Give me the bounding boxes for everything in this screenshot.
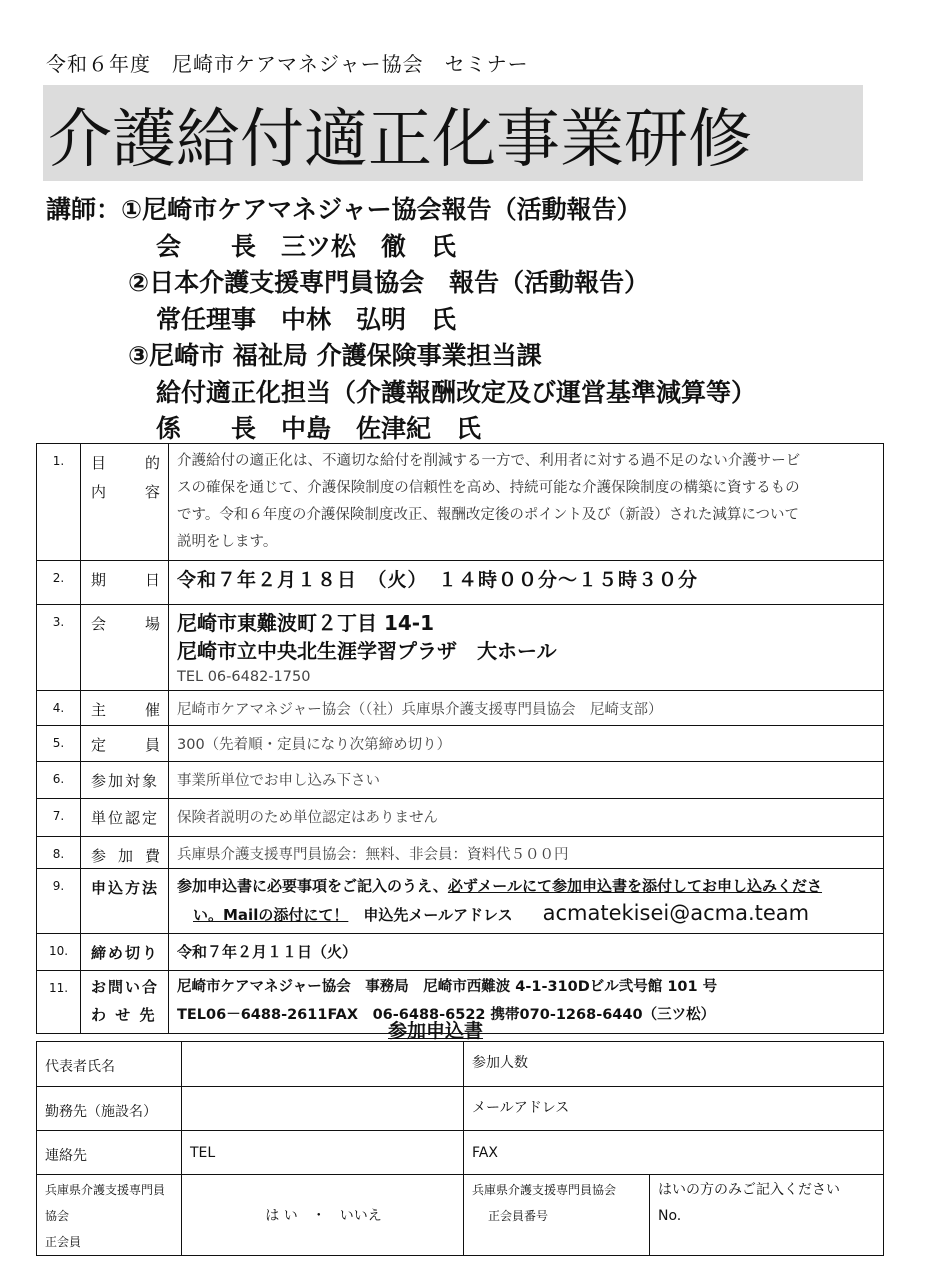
- lecturer-line: ②日本介護支援専門員協会 報告（活動報告）: [128, 268, 650, 297]
- seminar-subtitle: 令和６年度 尼崎市ケアマネジャー協会 セミナー: [46, 52, 529, 76]
- label-line: わ せ 先: [91, 1006, 157, 1024]
- tel-field[interactable]: [182, 1131, 464, 1175]
- member-number-label-line: 正会員番号: [488, 1209, 549, 1223]
- workplace-field[interactable]: [182, 1087, 464, 1131]
- member-number-prefix: No.: [658, 1208, 682, 1224]
- row-number: 9.: [37, 869, 81, 934]
- organizer: 尼崎市ケアマネジャー協会（（社）兵庫県介護支援専門員協会 尼崎支部）: [169, 691, 884, 726]
- member-number-label-line: 兵庫県介護支援専門員協会: [472, 1183, 617, 1197]
- fax-field[interactable]: [464, 1131, 884, 1175]
- rep-name-field[interactable]: [182, 1042, 464, 1087]
- fee: 兵庫県介護支援専門員協会：無料、非会員：資料代５００円: [169, 837, 884, 869]
- label-char: 加: [117, 847, 135, 865]
- table-row: [37, 691, 884, 726]
- row-label: [81, 605, 169, 691]
- table-row: [37, 561, 884, 605]
- method-text: 参加申込書に必要事項をご記入のうえ、: [177, 877, 448, 895]
- application-method: [169, 869, 884, 934]
- row-label: 単位認定: [81, 799, 169, 837]
- fax-label: FAX: [472, 1145, 498, 1161]
- row-label: [81, 726, 169, 762]
- page-title: 介護給付適正化事業研修: [48, 103, 752, 177]
- purpose-line: スの確保を通じて、介護保険制度の信頼性を高め、持続可能な介護保険制度の構築に資するもの: [177, 480, 800, 496]
- row-label: [81, 837, 169, 869]
- member-yes-no-choice[interactable]: は い ・ いいえ: [182, 1175, 464, 1256]
- contact-address: 尼崎市ケアマネジャー協会 事務局 尼崎市西難波 4-1-310Dビル弐号館 101 号: [177, 979, 718, 995]
- lecturer-line: 講師：①尼崎市ケアマネジャー協会報告（活動報告）: [46, 195, 642, 224]
- purpose-line: 説明をします。: [177, 534, 278, 550]
- row-label: 申込方法: [81, 869, 169, 934]
- table-row: [37, 605, 884, 691]
- label-char: 日: [144, 571, 162, 589]
- method-emphasis: 必ずメールにて参加申込書を添付してお申し込みくださ: [447, 877, 823, 895]
- member-number-field[interactable]: [650, 1175, 884, 1256]
- participants-label: 参加人数: [472, 1055, 528, 1071]
- label-char: 会: [91, 615, 109, 633]
- application-form-title: 参加申込書: [388, 1020, 484, 1042]
- contact-info: [169, 971, 884, 1034]
- seminar-info-table: [36, 443, 884, 1034]
- row-number: 2.: [37, 561, 81, 605]
- table-row: [37, 762, 884, 799]
- label-char: 参: [91, 847, 109, 865]
- label-char: 目: [91, 454, 109, 472]
- row-number: 10.: [37, 934, 81, 971]
- member-number-label: [464, 1175, 650, 1256]
- row-label: [81, 444, 169, 561]
- lecturer-line: 給付適正化担当（介護報酬改定及び運営基準減算等）: [156, 377, 757, 407]
- table-row: [37, 837, 884, 869]
- venue-name: 尼崎市立中央北生涯学習プラザ 大ホール: [177, 639, 557, 663]
- deadline: 令和７年２月１１日（火）: [169, 934, 884, 971]
- label-char: 容: [144, 483, 162, 501]
- workplace-label: 勤務先（施設名）: [37, 1087, 182, 1131]
- lecturer-line: ③尼崎市 福祉局 介護保険事業担当課: [128, 341, 542, 370]
- contact-label: 連絡先: [37, 1131, 182, 1175]
- row-number: 7.: [37, 799, 81, 837]
- venue: [169, 605, 884, 691]
- row-number: 4.: [37, 691, 81, 726]
- member-label-line: 正会員: [45, 1235, 82, 1249]
- label-char: 費: [144, 847, 162, 865]
- credit-note: 保険者説明のため単位認定はありません: [169, 799, 884, 837]
- label-char: 主: [91, 701, 109, 719]
- table-row: [37, 1175, 884, 1256]
- contact-phones: TEL06－6488-2611FAX 06-6488-6522 携帯070-1268-6440（三ツ松）: [177, 1007, 716, 1023]
- method-emphasis: い。Mailの添付にて！: [193, 906, 349, 924]
- capacity: 300（先着順・定員になり次第締め切り）: [169, 726, 884, 762]
- row-label: [81, 561, 169, 605]
- table-row: [37, 1087, 884, 1131]
- purpose-line: です。令和６年度の介護保険制度改正、報酬改定後のポイント及び（新設）された減算について: [177, 507, 800, 523]
- lecturer-line: 会 長 三ツ松 徹 氏: [156, 231, 457, 261]
- label-char: 期: [91, 571, 109, 589]
- venue-address: 尼崎市東難波町２丁目 14-1: [177, 611, 435, 635]
- member-label: [37, 1175, 182, 1256]
- table-row: [37, 799, 884, 837]
- row-number: 6.: [37, 762, 81, 799]
- tel-label: TEL: [190, 1145, 216, 1161]
- table-row: [37, 869, 884, 934]
- table-row: [37, 934, 884, 971]
- rep-name-label: 代表者氏名: [37, 1042, 182, 1087]
- label-char: 員: [144, 736, 162, 754]
- label-char: 内: [91, 483, 109, 501]
- email-field[interactable]: [464, 1087, 884, 1131]
- row-label: [81, 691, 169, 726]
- event-date: 令和７年２月１８日 （火） １４時００分～１５時３０分: [169, 561, 884, 605]
- table-row: [37, 726, 884, 762]
- member-label-line: 兵庫県介護支援専門員協会: [45, 1183, 166, 1223]
- row-number: 5.: [37, 726, 81, 762]
- row-label: 参加対象: [81, 762, 169, 799]
- label-char: 的: [144, 454, 162, 472]
- email-label: メールアドレス: [472, 1100, 570, 1116]
- contact-email-link[interactable]: acmatekisei@acma.team: [542, 901, 810, 925]
- label-char: 催: [144, 701, 162, 719]
- table-row: [37, 1131, 884, 1175]
- venue-tel: TEL 06-6482-1750: [177, 669, 311, 685]
- email-label: 申込先メールアドレス: [363, 906, 513, 924]
- row-number: 8.: [37, 837, 81, 869]
- application-form: [36, 1041, 884, 1256]
- member-number-note: はいの方のみご記入ください: [658, 1182, 840, 1198]
- participants-field[interactable]: [464, 1042, 884, 1087]
- lecturer-line: 常任理事 中林 弘明 氏: [156, 304, 457, 334]
- label-char: 場: [144, 615, 162, 633]
- label-char: 定: [91, 736, 109, 754]
- row-number: 3.: [37, 605, 81, 691]
- purpose-text: [169, 444, 884, 561]
- lecturer-list: [46, 192, 756, 448]
- row-label: 締め切り: [81, 934, 169, 971]
- purpose-line: 介護給付の適正化は、不適切な給付を削減する一方で、利用者に対する過不足のない介護サービ: [177, 453, 801, 469]
- lecturer-line: 係 長 中島 佐津紀 氏: [156, 414, 482, 443]
- row-number: 1.: [37, 444, 81, 561]
- row-number: 11.: [37, 971, 81, 1034]
- row-label: [81, 971, 169, 1034]
- table-row: [37, 444, 884, 561]
- label-line: お問い合: [91, 978, 160, 996]
- target-audience: 事業所単位でお申し込み下さい: [169, 762, 884, 799]
- table-row: [37, 1042, 884, 1087]
